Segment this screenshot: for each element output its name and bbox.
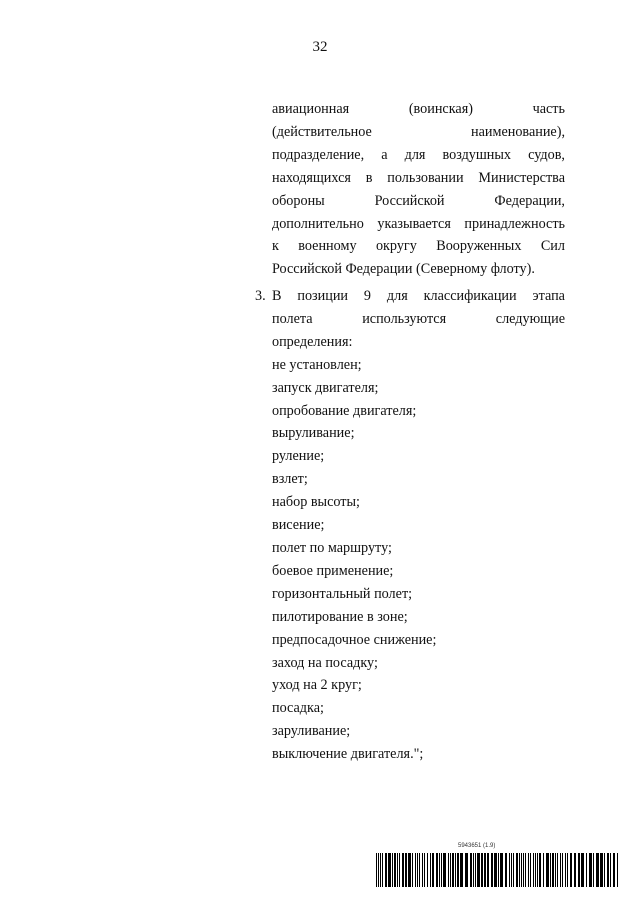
word: обороны bbox=[272, 192, 325, 209]
flight-stage-item: боевое применение; bbox=[272, 562, 394, 579]
word: в bbox=[365, 169, 373, 186]
barcode-bar bbox=[593, 853, 594, 887]
barcode-bar bbox=[500, 853, 503, 887]
barcode-bar bbox=[397, 853, 398, 887]
barcode-bar bbox=[596, 853, 599, 887]
barcode-bar bbox=[610, 853, 611, 887]
barcode-bar bbox=[565, 853, 566, 887]
barcode-bar bbox=[415, 853, 416, 887]
word: для bbox=[386, 288, 408, 304]
barcode-bar bbox=[385, 853, 387, 887]
barcode-bar bbox=[543, 853, 544, 887]
barcode-bar bbox=[533, 853, 534, 887]
word: Российской bbox=[374, 192, 445, 209]
word: пользовании bbox=[387, 169, 464, 186]
word: авиационная bbox=[272, 101, 350, 117]
word: дополнительно bbox=[272, 215, 364, 232]
barcode-bar bbox=[589, 853, 592, 887]
barcode-bar bbox=[552, 853, 554, 887]
barcode-bar bbox=[521, 853, 522, 887]
barcode-bar bbox=[394, 853, 396, 887]
barcode-bar bbox=[546, 853, 549, 887]
word: округу bbox=[375, 238, 417, 255]
barcode-bar bbox=[539, 853, 541, 887]
barcode-bar bbox=[427, 853, 428, 887]
word: (действительное bbox=[272, 123, 372, 140]
word: судов, bbox=[528, 146, 565, 163]
word: для bbox=[404, 146, 426, 163]
flight-stage-item: уход на 2 круг; bbox=[272, 677, 362, 694]
flight-stage-item: заруливание; bbox=[272, 723, 351, 740]
item-marker: 3. bbox=[255, 288, 266, 304]
word: указывается bbox=[377, 215, 451, 232]
barcode-bar bbox=[519, 853, 520, 887]
word: воздушных bbox=[442, 146, 512, 163]
barcode-bar bbox=[523, 853, 524, 887]
intro-line bbox=[272, 213, 565, 236]
barcode-bar bbox=[412, 853, 413, 887]
word: наименование), bbox=[470, 123, 565, 140]
item3-line bbox=[272, 308, 565, 331]
barcode-image bbox=[375, 853, 620, 887]
barcode-bar bbox=[455, 853, 456, 887]
flight-stage-item: выруливание; bbox=[272, 425, 355, 442]
barcode-bar bbox=[436, 853, 438, 887]
barcode-bar bbox=[484, 853, 486, 887]
word: определения: bbox=[272, 333, 353, 350]
word: (воинская) bbox=[408, 101, 473, 117]
barcode-bar bbox=[376, 853, 377, 887]
barcode-bar bbox=[578, 853, 580, 887]
barcode-bar bbox=[439, 853, 440, 887]
barcode-bar bbox=[441, 853, 442, 887]
barcode-bar bbox=[399, 853, 400, 887]
barcode-bar bbox=[448, 853, 449, 887]
barcode-bar bbox=[473, 853, 474, 887]
word: часть bbox=[532, 101, 565, 117]
barcode-bar bbox=[491, 853, 493, 887]
barcode-bar bbox=[574, 853, 576, 887]
barcode-bar bbox=[525, 853, 526, 887]
barcode-bar bbox=[443, 853, 446, 887]
word: Сил bbox=[540, 238, 565, 255]
item3-line bbox=[272, 331, 565, 354]
flight-stage-item: набор высоты; bbox=[272, 494, 360, 511]
word: позиции bbox=[297, 288, 349, 304]
barcode-bar bbox=[402, 853, 404, 887]
item3-line bbox=[272, 285, 565, 308]
barcode-bar bbox=[452, 853, 454, 887]
word: военному bbox=[298, 238, 357, 255]
word: этапа bbox=[532, 288, 565, 304]
word: к bbox=[272, 238, 279, 255]
barcode-bar bbox=[617, 853, 618, 887]
barcode-bar bbox=[419, 853, 420, 887]
word: Вооруженных bbox=[436, 238, 522, 255]
intro-line bbox=[272, 144, 565, 167]
flight-stage-item: горизонтальный полет; bbox=[272, 585, 413, 602]
word: полета bbox=[272, 310, 313, 327]
flight-stage-item: заход на посадку; bbox=[272, 654, 378, 671]
barcode-bar bbox=[470, 853, 472, 887]
flight-stage-item: опробование двигателя; bbox=[272, 402, 417, 419]
barcode-bar bbox=[417, 853, 418, 887]
flight-stage-item: висение; bbox=[272, 517, 325, 534]
flight-stage-item: предпосадочное снижение; bbox=[272, 631, 437, 648]
barcode-bar bbox=[430, 853, 431, 887]
word: Федерации, bbox=[494, 192, 565, 209]
barcode-bar bbox=[513, 853, 514, 887]
barcode-bar bbox=[408, 853, 411, 887]
word: находящихся bbox=[272, 169, 351, 186]
barcode-bar bbox=[586, 853, 587, 887]
intro-line bbox=[272, 167, 565, 190]
barcode-bar bbox=[530, 853, 531, 887]
intro-line bbox=[272, 98, 565, 121]
barcode-bar bbox=[562, 853, 563, 887]
barcode-bar bbox=[378, 853, 379, 887]
barcode-bar bbox=[604, 853, 605, 887]
intro-line bbox=[272, 258, 565, 281]
barcode-bar bbox=[557, 853, 558, 887]
word: В bbox=[272, 288, 282, 304]
intro-line bbox=[272, 190, 565, 213]
barcode-label: 5943651 (1.9) bbox=[458, 843, 496, 849]
page-number: 32 bbox=[312, 39, 328, 55]
flight-stage-item: посадка; bbox=[272, 700, 324, 717]
barcode-bar bbox=[487, 853, 489, 887]
barcode-bar bbox=[465, 853, 468, 887]
barcode-bar bbox=[516, 853, 518, 887]
flight-stage-item: пилотирование в зоне; bbox=[272, 608, 408, 625]
word: Министерства bbox=[478, 169, 565, 186]
barcode-bar bbox=[581, 853, 584, 887]
barcode-bar bbox=[432, 853, 434, 887]
intro-paragraph bbox=[272, 98, 565, 281]
flight-stage-item: взлет; bbox=[272, 471, 308, 488]
barcode-bar bbox=[380, 853, 381, 887]
barcode-bar bbox=[570, 853, 572, 887]
flight-stage-item: руление; bbox=[272, 448, 325, 465]
word: следующие bbox=[495, 310, 565, 327]
word: а bbox=[381, 146, 388, 163]
barcode-bar bbox=[528, 853, 529, 887]
barcode-bar bbox=[607, 853, 609, 887]
flight-stage-item: полет по маршруту; bbox=[272, 539, 392, 556]
word: классификации bbox=[423, 288, 517, 304]
barcode-bar bbox=[424, 853, 425, 887]
barcode-bar bbox=[494, 853, 497, 887]
word: принадлежность bbox=[464, 215, 565, 232]
barcode-bar bbox=[477, 853, 480, 887]
barcode-bar bbox=[560, 853, 561, 887]
barcode-bar bbox=[481, 853, 483, 887]
barcode-bar bbox=[388, 853, 391, 887]
barcode-bar bbox=[600, 853, 603, 887]
barcode-bar bbox=[457, 853, 459, 887]
barcode-bar bbox=[555, 853, 556, 887]
barcode-bar bbox=[567, 853, 568, 887]
barcode-bar bbox=[535, 853, 536, 887]
barcode-bar bbox=[537, 853, 538, 887]
barcode-bar bbox=[509, 853, 510, 887]
word: Российской Федерации (Северному флоту). bbox=[272, 261, 535, 278]
barcode-bar bbox=[422, 853, 423, 887]
barcode-bar bbox=[475, 853, 476, 887]
flight-stage-item: не установлен; bbox=[272, 356, 362, 373]
intro-line bbox=[272, 121, 565, 144]
flight-stage-item: запуск двигателя; bbox=[272, 379, 379, 396]
flight-stage-item: выключение двигателя."; bbox=[272, 746, 424, 763]
barcode-bar bbox=[613, 853, 615, 887]
word: 9 bbox=[363, 288, 372, 304]
word: подразделение, bbox=[272, 146, 365, 163]
barcode-bar bbox=[450, 853, 451, 887]
barcode-bar bbox=[460, 853, 463, 887]
item-content bbox=[272, 285, 565, 766]
numbered-item-3 bbox=[255, 285, 565, 766]
barcode-bar bbox=[392, 853, 393, 887]
barcode-bar bbox=[405, 853, 407, 887]
barcode-bar bbox=[511, 853, 512, 887]
intro-line bbox=[272, 235, 565, 258]
barcode-bar bbox=[498, 853, 499, 887]
barcode-bar bbox=[550, 853, 551, 887]
barcode-bar bbox=[505, 853, 507, 887]
barcode-bar bbox=[382, 853, 383, 887]
word: используются bbox=[362, 310, 447, 327]
